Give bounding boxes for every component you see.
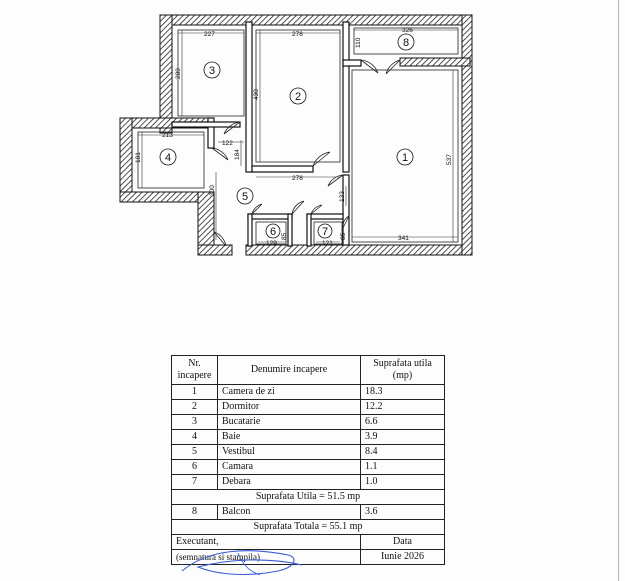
row-area: 6.6 <box>361 415 445 430</box>
balcony-area: 3.6 <box>361 505 445 520</box>
row-name: Camera de zi <box>218 385 361 400</box>
room-number-3: 3 <box>208 65 216 77</box>
dim-278-bottom: 278 <box>292 175 303 182</box>
signature-scribble <box>178 545 308 579</box>
dim-85-b: 85 <box>340 232 347 240</box>
table-header-row <box>172 356 445 385</box>
table-row <box>172 415 445 430</box>
room-marker-8 <box>398 34 414 50</box>
row-area: 12.2 <box>361 400 445 415</box>
row-nr: 3 <box>172 415 218 430</box>
total-row <box>172 520 445 535</box>
dim-430: 430 <box>253 89 260 100</box>
row-nr: 1 <box>172 385 218 400</box>
row-area: 8.4 <box>361 445 445 460</box>
total-area: Suprafata Totala = 55.1 mp <box>172 520 445 535</box>
table-row <box>172 445 445 460</box>
dim-133: 133 <box>339 191 346 202</box>
executant-label: Executant, <box>172 535 361 550</box>
dim-326: 326 <box>402 27 413 34</box>
room-marker-3 <box>204 62 220 78</box>
row-name: Debara <box>218 475 361 490</box>
room-number-4: 4 <box>164 152 172 164</box>
dim-227: 227 <box>204 31 215 38</box>
room-number-1: 1 <box>401 152 409 164</box>
room-marker-1 <box>397 149 413 165</box>
room-marker-5 <box>237 188 253 204</box>
row-name: Baie <box>218 430 361 445</box>
table-row <box>172 385 445 400</box>
row-name: Vestibul <box>218 445 361 460</box>
header-nr: Nr. incapere <box>172 356 218 385</box>
header-name: Denumire incapere <box>218 356 361 385</box>
signature-note: (semnatura si stampila) <box>172 550 361 565</box>
table-row <box>172 460 445 475</box>
dim-184: 184 <box>234 149 241 160</box>
utila-total: Suprafata Utila = 51.5 mp <box>172 490 445 505</box>
row-nr: 6 <box>172 460 218 475</box>
room-number-6: 6 <box>269 226 277 238</box>
table-row <box>172 400 445 415</box>
room-marker-4 <box>160 149 176 165</box>
balcony-nr: 8 <box>172 505 218 520</box>
table-row <box>172 430 445 445</box>
room-area-table <box>171 355 445 565</box>
room-number-8: 8 <box>402 37 410 49</box>
balcony-name: Balcon <box>218 505 361 520</box>
table-row <box>172 475 445 490</box>
room-marker-7 <box>318 224 332 238</box>
header-area: Suprafata utila (mp) <box>361 356 445 385</box>
row-name: Bucatarie <box>218 415 361 430</box>
row-nr: 7 <box>172 475 218 490</box>
dim-289: 289 <box>175 68 182 79</box>
room-marker-6 <box>266 224 280 238</box>
balcony-row <box>172 505 445 520</box>
room-number-7: 7 <box>321 226 329 238</box>
dim-181: 181 <box>135 152 142 163</box>
row-name: Dormitor <box>218 400 361 415</box>
dim-537: 537 <box>446 154 453 165</box>
dim-110: 110 <box>355 37 362 48</box>
room-number-5: 5 <box>241 191 249 203</box>
date-value: Iunie 2026 <box>361 550 445 565</box>
utila-total-row <box>172 490 445 505</box>
room-number-2: 2 <box>294 91 302 103</box>
date-label: Data <box>361 535 445 550</box>
dim-278-top: 278 <box>292 31 303 38</box>
dim-341: 341 <box>398 235 409 242</box>
row-name: Camara <box>218 460 361 475</box>
row-area: 18.3 <box>361 385 445 400</box>
row-area: 1.1 <box>361 460 445 475</box>
dim-122: 122 <box>222 140 233 147</box>
dim-129: 129 <box>266 240 277 247</box>
row-nr: 4 <box>172 430 218 445</box>
dim-85-a: 85 <box>281 232 288 240</box>
row-area: 3.9 <box>361 430 445 445</box>
dim-121: 121 <box>322 240 333 247</box>
dim-213: 213 <box>162 132 173 139</box>
row-nr: 5 <box>172 445 218 460</box>
row-nr: 2 <box>172 400 218 415</box>
row-area: 1.0 <box>361 475 445 490</box>
dim-300: 300 <box>209 185 216 196</box>
room-marker-2 <box>290 88 306 104</box>
